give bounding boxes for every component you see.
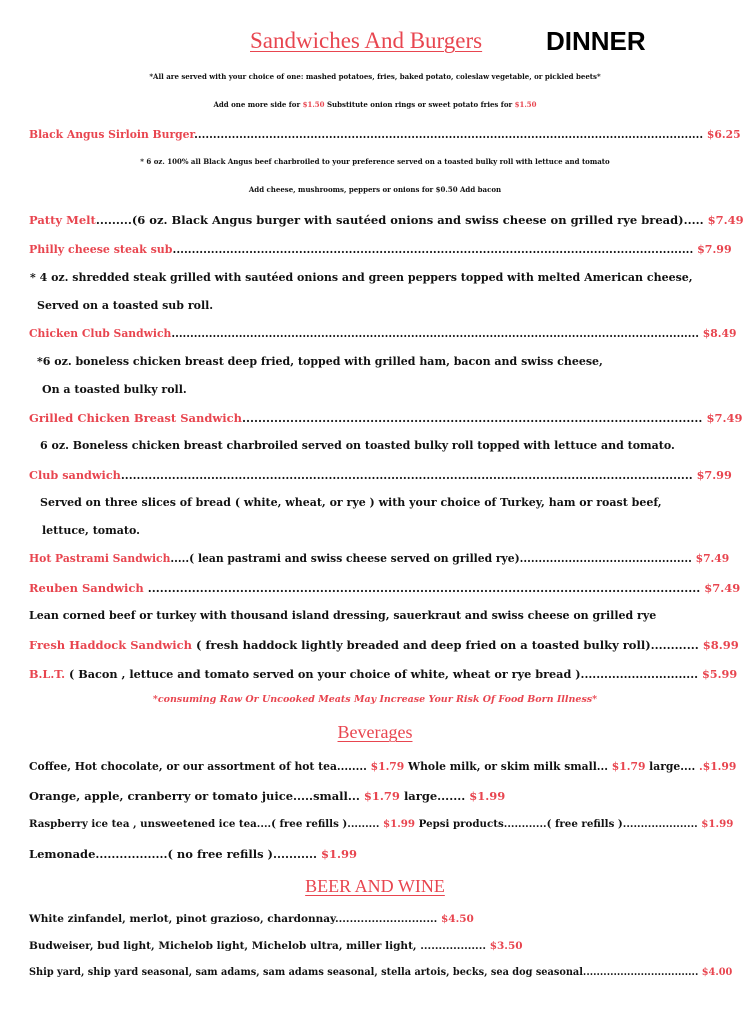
menu-item-fresh-haddock: Fresh Haddock Sandwich ( fresh haddock lightly breaded and deep fried on a toasted bulky roll)............ $8.99: [29, 638, 739, 652]
menu-item-grilled-chicken: Grilled Chicken Breast Sandwich................................................................................................................... $7.49: [29, 411, 743, 425]
item-price: $8.99: [702, 638, 739, 652]
intro-line-1: *All are served with your choice of one: mashed potatoes, fries, baked potato, coleslaw vegetable, or pickled beets*: [149, 72, 601, 81]
item-description: Served on a toasted sub roll.: [37, 299, 214, 312]
menu-item-chicken-club: Chicken Club Sandwich............................................................................................................................................. $8.49: [29, 327, 737, 340]
beverage-row-1: Coffee, Hot chocolate, or our assortment of hot tea........ $1.79 Whole milk, or skim milk small... $1.79 large.... .$1.99: [29, 760, 737, 773]
page-subtitle: DINNER: [546, 26, 646, 56]
item-description: lettuce, tomato.: [42, 524, 140, 537]
item-price: $7.49: [707, 213, 744, 227]
item-description: 6 oz. Boneless chicken breast charbroiled served on toasted bulky roll topped with lettuce and tomato.: [40, 439, 675, 452]
item-price: $7.49: [706, 411, 743, 425]
item-price: $7.49: [704, 581, 741, 595]
item-name: Fresh Haddock Sandwich: [29, 638, 193, 652]
item-description: Served on three slices of bread ( white, wheat, or rye ) with your choice of Turkey, ham or roast beef,: [40, 496, 662, 509]
item-price: $5.99: [701, 667, 738, 681]
beverage-row-3: Raspberry ice tea , unsweetened ice tea....( free refills )......... $1.99 Pepsi products............( free refills )..................... $1.99: [29, 818, 734, 830]
menu-item-angus-burger: Black Angus Sirloin Burger........................................................................................................................................ $6.25: [29, 128, 741, 141]
item-name: Philly cheese steak sub: [29, 243, 173, 256]
item-description: * 4 oz. shredded steak grilled with sautéed onions and green peppers topped with melted American cheese,: [30, 271, 693, 284]
beverages-title: Beverages: [337, 722, 413, 742]
item-price: $7.99: [697, 243, 732, 256]
page-title: Sandwiches And Burgers: [250, 28, 483, 53]
item-name: Chicken Club Sandwich: [29, 327, 172, 340]
item-description: On a toasted bulky roll.: [42, 383, 187, 396]
menu-item-hot-pastrami: Hot Pastrami Sandwich.....( lean pastrami and swiss cheese served on grilled rye).............................................. $7.49: [29, 552, 730, 565]
item-name: Patty Melt: [29, 213, 96, 227]
item-name: Club sandwich: [29, 468, 121, 482]
item-description: *6 oz. boneless chicken breast deep fried, topped with grilled ham, bacon and swiss cheese,: [37, 355, 603, 368]
item-name: Reuben Sandwich: [29, 581, 144, 595]
item-description: Lean corned beef or turkey with thousand island dressing, sauerkraut and swiss cheese on grilled rye: [29, 609, 657, 622]
food-safety-notice: *consuming Raw Or Uncooked Meats May Increase Your Risk Of Food Born Illness*: [152, 694, 598, 705]
item-price: $6.25: [706, 128, 741, 141]
beer-wine-row-1: White zinfandel, merlot, pinot grazioso, chardonnay............................ $4.50: [29, 913, 474, 925]
item-price: $7.49: [695, 552, 730, 565]
beverage-row-2: Orange, apple, cranberry or tomato juice.....small... $1.79 large....... $1.99: [29, 789, 506, 803]
item-name: B.L.T.: [29, 667, 66, 681]
beverage-row-4: Lemonade..................( no free refills )........... $1.99: [29, 847, 358, 861]
item-name: Black Angus Sirloin Burger: [29, 128, 195, 141]
beer-wine-row-3: Ship yard, ship yard seasonal, sam adams, sam adams seasonal, stella artois, becks, sea dog seasonal.................................. $4.00: [29, 967, 733, 978]
menu-item-reuben: Reuben Sandwich .......................................................................................................................................... $7.49: [29, 581, 741, 595]
intro-line-2: Add one more side for $1.50 Substitute onion rings or sweet potato fries for $1.50: [213, 100, 537, 109]
menu-item-club-sandwich: Club sandwich.................................................................................................................................................. $7.99: [29, 468, 732, 482]
menu-item-philly: Philly cheese steak sub........................................................................................................................................ $7.99: [29, 243, 732, 256]
item-price: $7.99: [696, 468, 732, 482]
item-description: Add cheese, mushrooms, peppers or onions for $0.50 Add bacon: [248, 185, 502, 194]
item-name: Grilled Chicken Breast Sandwich: [29, 411, 243, 425]
beer-wine-row-2: Budweiser, bud light, Michelob light, Michelob ultra, miller light, .................. $3.50: [29, 940, 523, 952]
menu-header: [0, 26, 750, 62]
item-description: * 6 oz. 100% all Black Angus beef charbroiled to your preference served on a toasted bulky roll with lettuce and tomato: [140, 157, 610, 166]
menu-item-patty-melt: Patty Melt.........(6 oz. Black Angus burger with sautéed onions and swiss cheese on grilled rye bread)..... $7.49: [29, 213, 744, 227]
menu-item-blt: B.L.T. ( Bacon , lettuce and tomato served on your choice of white, wheat or rye bread ).............................. $5.99: [29, 667, 738, 681]
item-name: Hot Pastrami Sandwich: [29, 552, 171, 565]
item-price: $8.49: [702, 327, 737, 340]
beer-wine-title: BEER AND WINE: [305, 876, 445, 896]
